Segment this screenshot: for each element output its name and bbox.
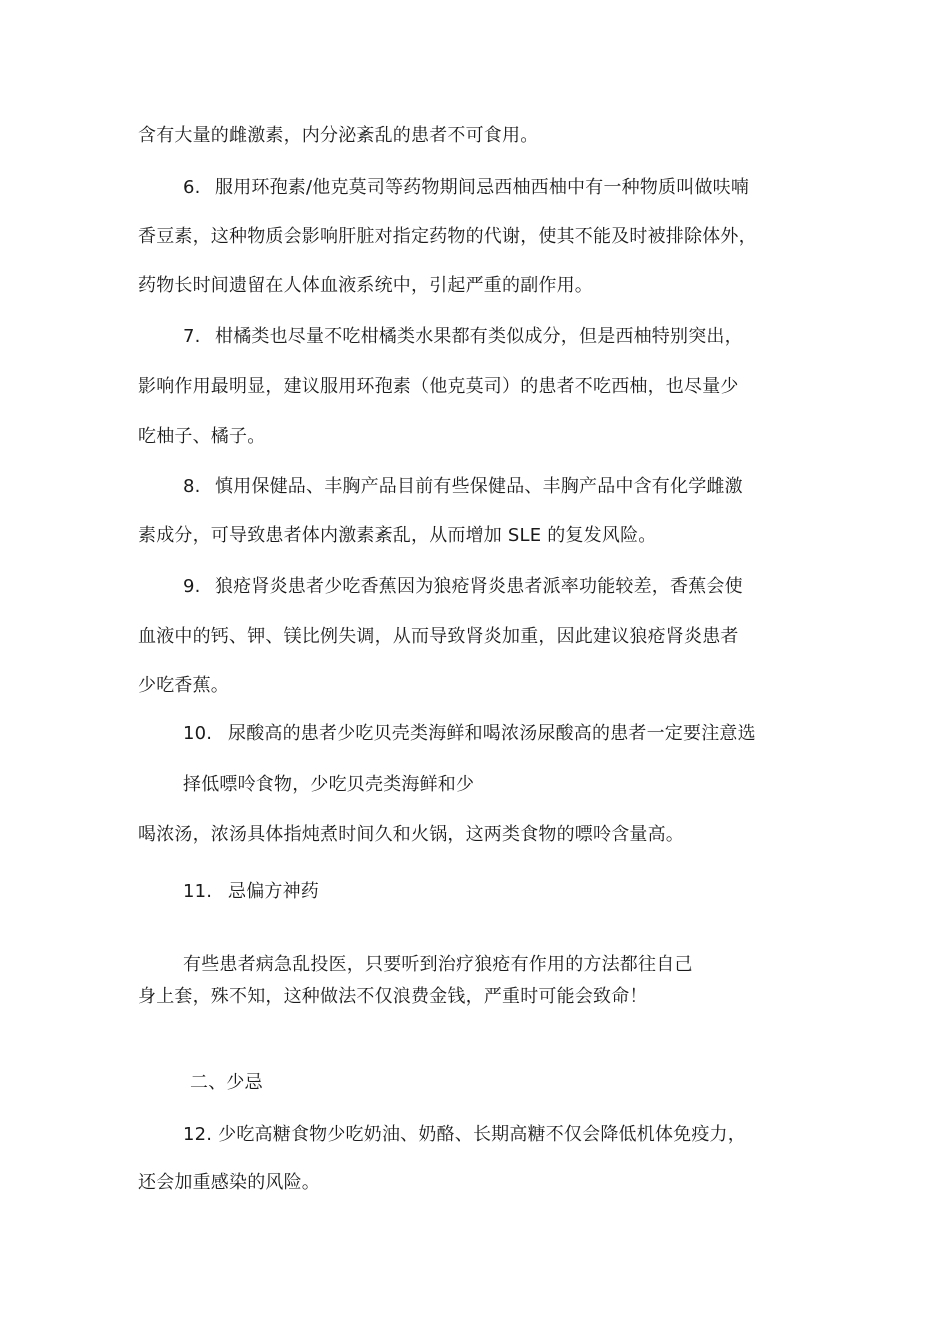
list-number: 6. [183, 177, 201, 198]
list-item-7 [183, 325, 743, 349]
list-item-text: 柑橘类也尽量不吃柑橘类水果都有类似成分，但是西柚特别突出， [215, 326, 743, 347]
list-item-text: 服用环孢素/他克莫司等药物期间忌西柚西柚中有一种物质叫做呋喃 [215, 177, 750, 198]
paragraph-line: 药物长时间遗留在人体血液系统中，引起严重的副作用。 [138, 275, 593, 296]
list-number: 8. [183, 476, 201, 497]
paragraph-line: 择低嘌呤食物，少吃贝壳类海鲜和少 [183, 774, 475, 795]
list-item-9 [183, 575, 743, 599]
list-number: 7. [183, 326, 201, 347]
list-item-8 [183, 475, 743, 499]
list-item-text: 忌偏方神药 [228, 881, 319, 902]
list-item-text: 尿酸高的患者少吃贝壳类海鲜和喝浓汤尿酸高的患者一定要注意选 [228, 723, 756, 744]
list-item-text: 慎用保健品、丰胸产品目前有些保健品、丰胸产品中含有化学雌激 [215, 476, 743, 497]
paragraph-line: 有些患者病急乱投医，只要听到治疗狼疮有作用的方法都往自己 [183, 954, 693, 975]
paragraph-line: 含有大量的雌激素，内分泌紊乱的患者不可食用。 [138, 125, 539, 146]
paragraph-line: 喝浓汤，浓汤具体指炖煮时间久和火锅，这两类食物的嘌呤含量高。 [138, 824, 684, 845]
paragraph-line: 少吃香蕉。 [138, 675, 229, 696]
list-number: 9. [183, 576, 201, 597]
paragraph-line: 素成分，可导致患者体内激素紊乱，从而增加 SLE 的复发风险。 [138, 525, 657, 546]
section-heading: 二、少忌 [190, 1072, 263, 1093]
paragraph-line: 还会加重感染的风险。 [138, 1172, 320, 1193]
list-item-12: 12. 少吃高糖食物少吃奶油、奶酪、长期高糖不仅会降低机体免疫力， [183, 1124, 746, 1145]
list-item-10 [183, 722, 756, 746]
list-item-11 [183, 880, 319, 904]
paragraph-line: 身上套，殊不知，这种做法不仅浪费金钱，严重时可能会致命！ [138, 986, 648, 1007]
list-item-text: 狼疮肾炎患者少吃香蕉因为狼疮肾炎患者派率功能较差，香蕉会使 [215, 576, 743, 597]
list-number: 11. [183, 881, 213, 902]
list-number: 10. [183, 723, 213, 744]
paragraph-line: 血液中的钙、钾、镁比例失调，从而导致肾炎加重，因此建议狼疮肾炎患者 [138, 626, 739, 647]
paragraph-line: 影响作用最明显，建议服用环孢素（他克莫司）的患者不吃西柚，也尽量少 [138, 376, 739, 397]
list-item-6 [183, 176, 749, 200]
paragraph-line: 吃柚子、橘子。 [138, 426, 266, 447]
paragraph-line: 香豆素，这种物质会影响肝脏对指定药物的代谢，使其不能及时被排除体外， [138, 226, 757, 247]
